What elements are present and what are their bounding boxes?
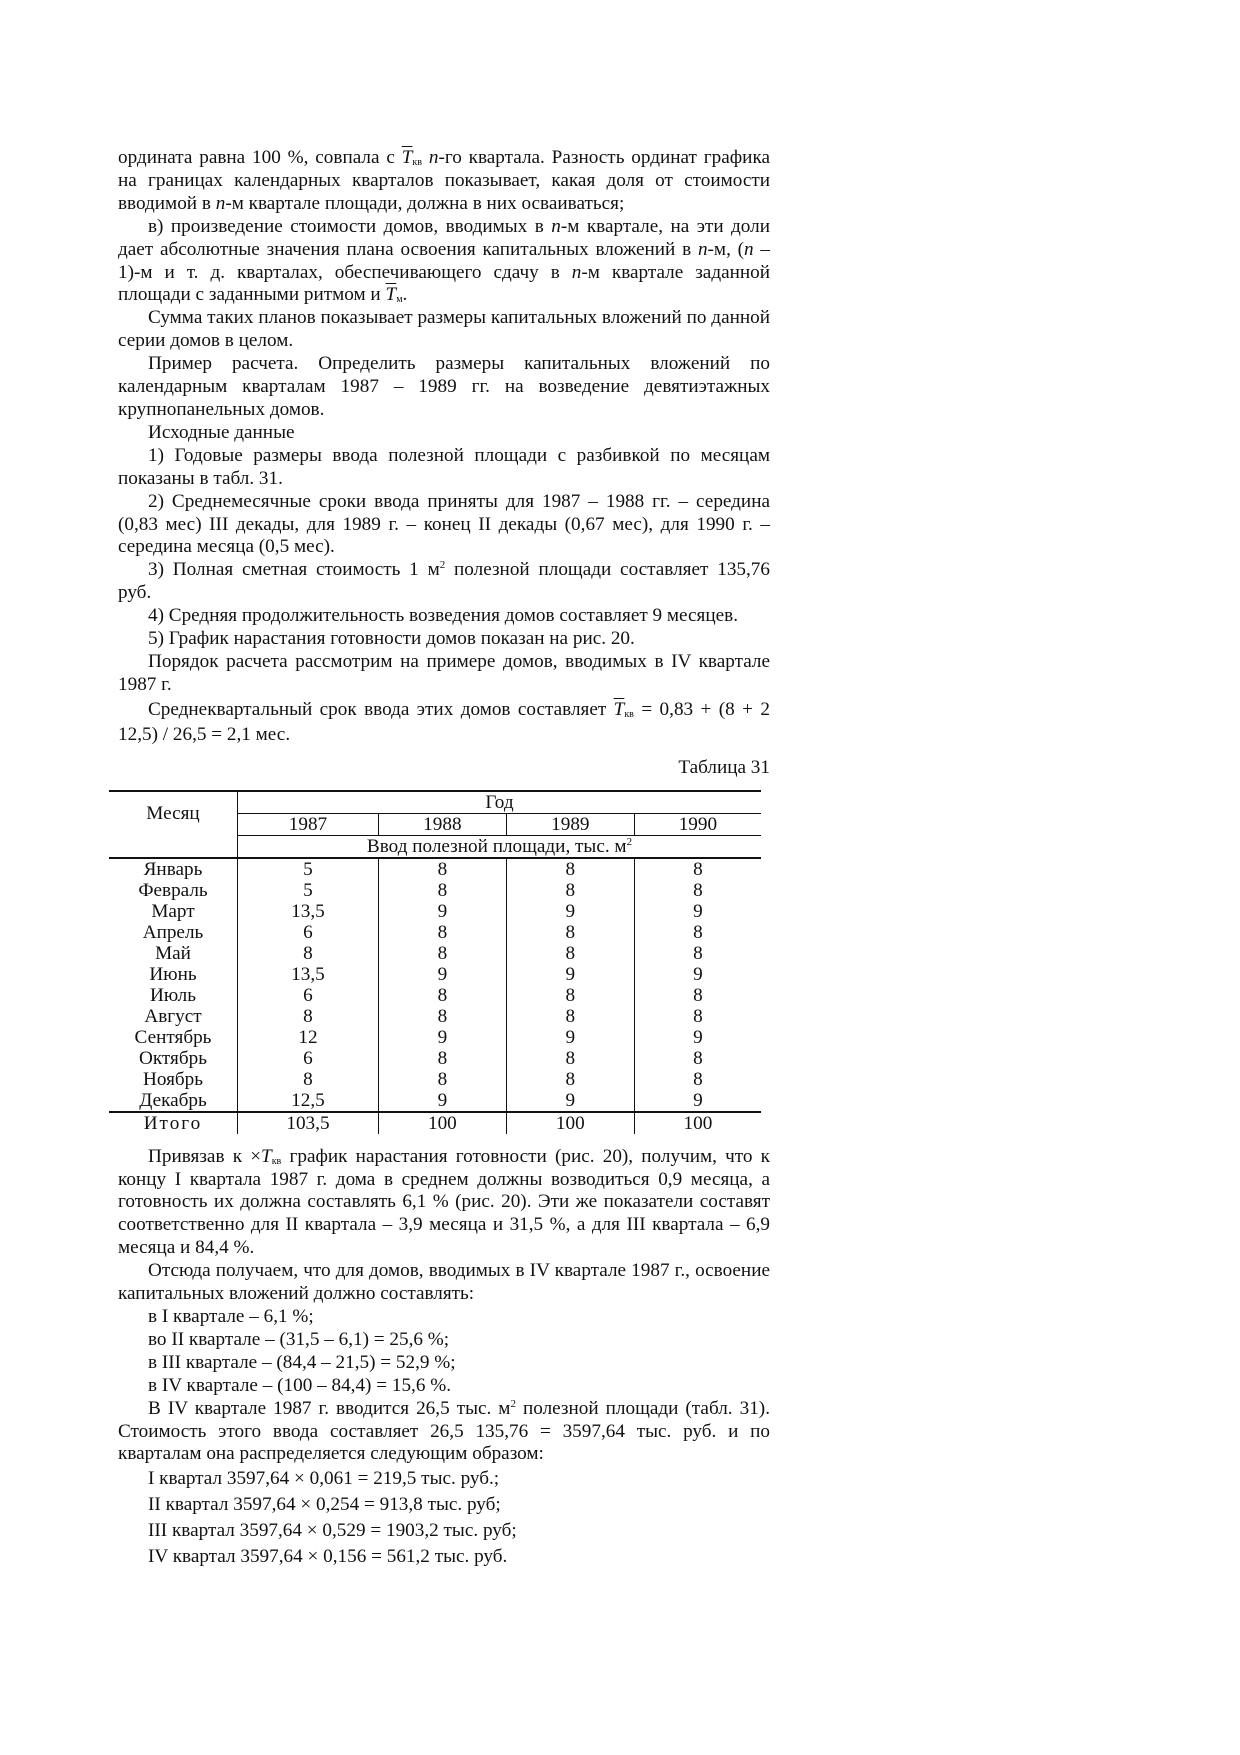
month-cell: Апрель: [142, 921, 204, 943]
value-cell: 8: [238, 943, 379, 964]
value-cell: 8: [238, 1069, 379, 1090]
table-row: [109, 922, 761, 943]
table-body: [109, 858, 761, 1112]
value-cell: 8: [378, 858, 506, 880]
paragraph: Привязав $к \times T_{кв}$ график нарастания готовности (рис. 20), получим, что к концу I квартала 1987 г. дома в среднем должны возводиться 0,9 месяца, а готовность их должна составлять 6,1 % (рис. 20). Эти же показатели составят соответственно для II квартала – 3,9 месяца и 31,5 %, а для III квартала – 6,9 месяца и 84,4 %.: [118, 1145, 770, 1259]
table-row: [109, 1048, 761, 1069]
value-cell: 13,5: [238, 901, 379, 922]
value-cell: 9: [634, 1090, 761, 1112]
section-heading: Исходные данные: [148, 421, 295, 443]
value-cell: 8: [378, 943, 506, 964]
value-cell: 9: [634, 1027, 761, 1048]
month-cell: Февраль: [138, 879, 208, 901]
value-cell: 8: [506, 1006, 634, 1027]
paragraph: Отсюда получаем, что для домов, вводимых в IV квартале 1987 г., освоение капитальных вложений должно составлять:: [118, 1260, 770, 1305]
paragraph: в) произведение стоимости домов, вводимых в n-м квартале, на эти доли дает абсолютные значения плана освоения капитальных вложений в n-м, (n – 1)-м и т. д. кварталах, обеспечивающего сдачу в n-м квартале заданной площади с заданными ритмом и $\overline{T}_м$.: [118, 215, 771, 306]
year-cell: 1987: [238, 813, 379, 835]
value-cell: 8: [634, 880, 761, 901]
value-cell: 8: [634, 858, 761, 880]
value-cell: 8: [634, 985, 761, 1006]
value-cell: 9: [634, 964, 761, 985]
month-cell: Июнь: [149, 963, 197, 985]
value-cell: 13,5: [238, 964, 379, 985]
paragraph: ордината равна 100 %, совпала с $\overline{T}_{кв}$ n-го квартала. Разность ординат графика на границах календарных кварталов показывает, какая доля от стоимости вводимой в n-м квартале площади, должна в них осваиваться;: [118, 147, 771, 214]
calc-list: [118, 1466, 770, 1570]
paragraph: 1) Годовые размеры ввода полезной площади с разбивкой по месяцам показаны в табл. 31.: [118, 444, 770, 489]
value-cell: 9: [506, 1090, 634, 1112]
value-cell: 8: [378, 985, 506, 1006]
paragraph: 3) Полная сметная стоимость 1 $м^2$ полезной площади составляет 135,76 руб.: [118, 559, 770, 604]
value-cell: 6: [238, 985, 379, 1006]
data-table: [109, 790, 761, 1134]
total-cell: 100: [378, 1112, 506, 1134]
total-cell: 100: [506, 1112, 634, 1134]
value-cell: 8: [506, 985, 634, 1006]
value-cell: 8: [634, 1006, 761, 1027]
paragraph: Порядок расчета рассмотрим на примере домов, вводимых в IV квартале 1987 г.: [118, 650, 770, 695]
total-cell: 100: [634, 1112, 761, 1134]
percent-list: [118, 1306, 770, 1398]
value-cell: 8: [378, 1069, 506, 1090]
value-cell: 9: [378, 1090, 506, 1112]
month-cell: Декабрь: [139, 1089, 207, 1111]
paragraph: 5) График нарастания готовности домов показан на рис. 20.: [148, 628, 635, 650]
list-item: в III квартале – (84,4 – 21,5) = 52,9 %;: [148, 1351, 456, 1373]
value-cell: 9: [378, 1027, 506, 1048]
month-cell: Ноябрь: [142, 1068, 204, 1090]
value-cell: 9: [634, 901, 761, 922]
value-cell: 6: [238, 922, 379, 943]
calc-item: III квартал 3597,64 × 0,529 = 1903,2 тыс. руб;: [148, 1520, 517, 1542]
table-row: [109, 943, 761, 964]
table-caption: Таблица 31: [678, 756, 770, 778]
list-item: во II квартале – (31,5 – 6,1) = 25,6 %;: [148, 1328, 450, 1350]
value-cell: 9: [506, 901, 634, 922]
value-cell: 9: [506, 964, 634, 985]
value-cell: 12,5: [238, 1090, 379, 1112]
value-cell: 6: [238, 1048, 379, 1069]
value-cell: 9: [506, 1027, 634, 1048]
paragraph: 4) Средняя продолжительность возведения домов составляет 9 месяцев.: [148, 605, 739, 627]
month-cell: Март: [151, 900, 195, 922]
value-cell: 8: [506, 1048, 634, 1069]
value-cell: 8: [378, 880, 506, 901]
value-cell: 8: [378, 1048, 506, 1069]
year-header: Год: [238, 791, 762, 814]
paragraph: 2) Среднемесячные сроки ввода приняты для 1987 – 1988 гг. – середина (0,83 мес) III декады, для 1989 г. – конец II декады (0,67 мес), для 1990 г. – середина месяца (0,5 мес).: [118, 490, 770, 558]
table-row: [109, 880, 761, 901]
value-cell: 9: [378, 964, 506, 985]
month-cell: Сентябрь: [134, 1026, 212, 1048]
value-cell: 9: [378, 901, 506, 922]
value-cell: 8: [634, 943, 761, 964]
value-cell: 8: [378, 922, 506, 943]
table-row: [109, 858, 761, 880]
value-cell: 8: [634, 1048, 761, 1069]
value-cell: 5: [238, 880, 379, 901]
value-cell: 8: [506, 858, 634, 880]
month-header: Месяц: [109, 791, 238, 836]
table-row: [109, 1090, 761, 1112]
table-row: [109, 964, 761, 985]
value-cell: 8: [506, 922, 634, 943]
list-item: в IV квартале – (100 – 84,4) = 15,6 %.: [148, 1374, 452, 1396]
month-cell: Август: [144, 1005, 202, 1027]
value-cell: 8: [506, 880, 634, 901]
paragraph: Среднеквартальный срок ввода этих домов составляет $\overline{T}_{кв} = 0,83 + (8 + 2$ 12,5) / 26,5 = 2,1 мес.: [118, 698, 770, 745]
table-row: [109, 1027, 761, 1048]
value-cell: 8: [378, 1006, 506, 1027]
unit-header: Ввод полезной площади, тыс. $м^2$: [238, 835, 762, 858]
value-cell: 5: [238, 858, 379, 880]
value-cell: 8: [238, 1006, 379, 1027]
month-cell: Июль: [149, 984, 197, 1006]
year-cell: 1989: [506, 813, 634, 835]
table-row: [109, 901, 761, 922]
value-cell: 8: [506, 1069, 634, 1090]
paragraph: В IV квартале 1987 г. вводится 26,5 тыс. $м^2$ полезной площади (табл. 31). Стоимость этого ввода составляет 26,5 135,76 = 3597,64 тыс. руб. и по кварталам она распределяется следующим образом:: [118, 1397, 770, 1465]
table-row: [109, 985, 761, 1006]
month-cell: Январь: [143, 858, 203, 880]
year-cell: 1988: [378, 813, 506, 835]
value-cell: 8: [506, 943, 634, 964]
calc-item: IV квартал 3597,64 × 0,156 = 561,2 тыс. руб.: [148, 1546, 508, 1568]
total-label: Итого: [109, 1112, 238, 1134]
year-cell: 1990: [634, 813, 761, 835]
month-cell: Май: [155, 942, 191, 964]
value-cell: 8: [634, 922, 761, 943]
calc-item: I квартал 3597,64 × 0,061 = 219,5 тыс. руб.;: [148, 1468, 500, 1490]
table-row: [109, 1069, 761, 1090]
paragraph: Пример расчета. Определить размеры капитальных вложений по календарным кварталам 1987 – 1989 гг. на возведение девятиэтажных крупнопанельных домов.: [118, 353, 770, 420]
table-row: [109, 1006, 761, 1027]
calc-item: II квартал 3597,64 × 0,254 = 913,8 тыс. руб;: [148, 1494, 501, 1516]
month-cell: Октябрь: [139, 1047, 207, 1069]
paragraph: Сумма таких планов показывает размеры капитальных вложений по данной серии домов в целом.: [118, 307, 770, 352]
total-cell: 103,5: [238, 1112, 379, 1134]
document-page: [118, 147, 770, 1570]
value-cell: 12: [238, 1027, 379, 1048]
list-item: в I квартале – 6,1 %;: [148, 1306, 314, 1327]
value-cell: 8: [634, 1069, 761, 1090]
